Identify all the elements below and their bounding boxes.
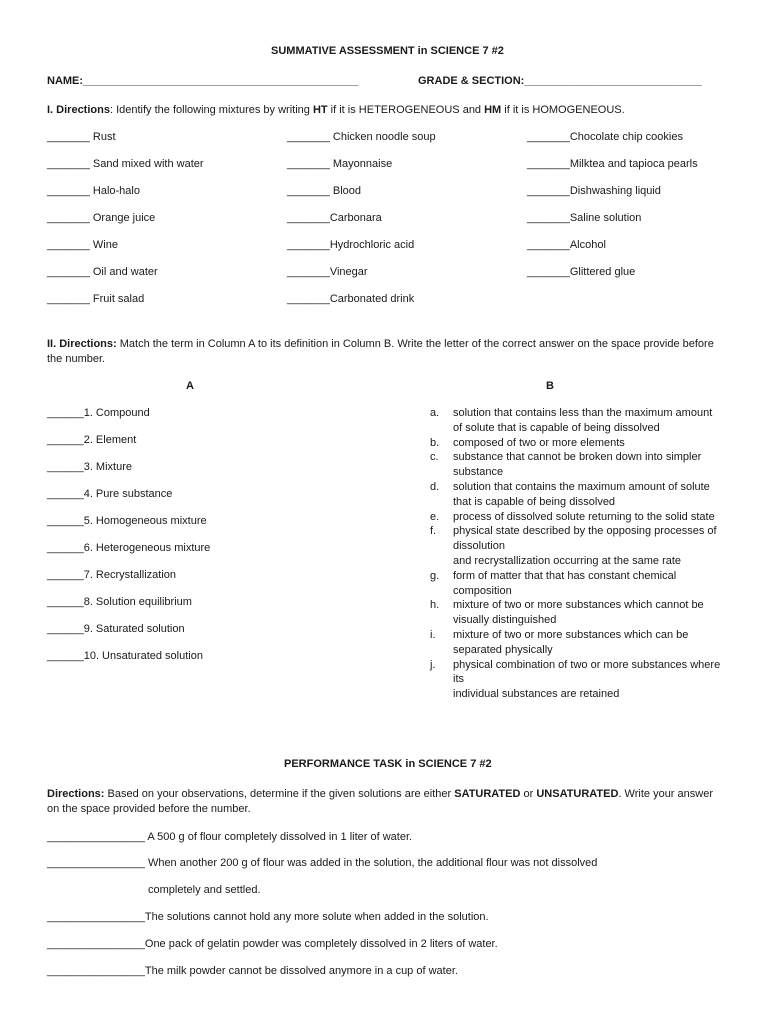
definition-text: substance that cannot be broken down into simpler substance [453,451,702,479]
page-title: SUMMATIVE ASSESSMENT in SCIENCE 7 #2 [271,45,504,57]
definition-text: physical combination of two or more substances where its [453,658,721,686]
definition-text: physical state described by the opposing processes of dissolution [453,525,717,553]
saturated-keyword: SATURATED [454,788,521,800]
mixture-item[interactable]: _______Milktea and tapioca pearls [527,158,698,170]
name-label: NAME: [47,75,84,87]
definition-letter: b. [430,436,440,449]
definition-letter: h. [430,599,440,612]
mixture-item[interactable]: _______Carbonara [287,212,382,224]
grade-section-field[interactable] [418,74,702,88]
definition-text: mixture of two or more substances which cannot be visually distinguished [453,599,704,627]
definition-item [430,658,730,702]
definition-letter: d. [430,480,440,493]
name-blank[interactable]: _____________________________________________ [83,75,359,87]
grade-section-label: GRADE & SECTION: [418,75,525,87]
mixture-item[interactable]: _______ Chicken noodle soup [287,131,436,143]
term-item[interactable]: ______7. Recrystallization [47,569,177,581]
mixture-item[interactable]: _______ Fruit salad [47,293,145,305]
term-item[interactable]: ______1. Compound [47,407,150,419]
definition-letter: g. [430,569,440,582]
mixture-item[interactable]: _______ Oil and water [47,266,158,278]
performance-directions-label: Directions: [47,788,105,800]
name-field[interactable] [47,74,358,88]
definition-item [430,569,730,599]
definition-text: solution that contains the maximum amount of solute [453,480,710,493]
ht-code: HT [312,104,328,116]
mixture-item[interactable]: _______Dishwashing liquid [527,185,661,197]
mixture-item[interactable]: _______ Halo-halo [47,185,140,197]
performance-directions-text-a: Based on your observations, determine if the given solutions are either [104,788,455,800]
part1-directions-label: I. Directions [47,104,110,116]
definition-letter: j. [430,658,436,671]
mixture-item[interactable]: _______Carbonated drink [287,293,415,305]
mixture-item[interactable]: _______ Blood [287,185,362,197]
part1-directions-text-c: if it is HOMOGENEOUS. [501,104,625,116]
definition-item [430,450,730,480]
part2-directions-label: II. Directions: [47,338,117,350]
term-item[interactable]: ______2. Element [47,434,137,446]
performance-item[interactable]: ________________ A 500 g of flour completely dissolved in 1 liter of water. [47,831,413,843]
definition-letter: e. [430,510,440,523]
unsaturated-keyword: UNSATURATED [536,788,619,800]
performance-item-continuation: completely and settled. [148,884,261,896]
mixture-item[interactable]: _______Saline solution [527,212,642,224]
definition-text: of solute that is capable of being dissolved [453,421,660,434]
mixture-item[interactable]: _______ Sand mixed with water [47,158,204,170]
performance-directions [47,787,723,817]
term-item[interactable]: ______4. Pure substance [47,488,173,500]
performance-directions-text-c: . Write your answer on the space provided before the number. [47,788,713,815]
mixture-item[interactable]: _______ Rust [47,131,116,143]
definition-letter: a. [430,407,440,419]
definition-text: that is capable of being dissolved [453,495,616,508]
term-item[interactable]: ______6. Heterogeneous mixture [47,542,211,554]
definition-text: process of dissolved solute returning to the solid state [453,510,715,523]
definition-text: and recrystallization occurring at the same rate [453,554,682,567]
mixture-item[interactable]: _______Glittered glue [527,266,636,278]
term-item[interactable]: ______8. Solution equilibrium [47,596,192,608]
term-item[interactable]: ______3. Mixture [47,461,132,473]
performance-item[interactable]: ________________One pack of gelatin powder was completely dissolved in 2 liters of water. [47,938,498,950]
part2-directions [47,337,723,367]
performance-item[interactable]: ________________The solutions cannot hold any more solute when added in the solution. [47,911,489,923]
column-a-heading: A [186,380,194,392]
part1-directions-text-a: : Identify the following mixtures by writing [109,104,313,116]
mixture-item[interactable]: _______Chocolate chip cookies [527,131,683,143]
part1-directions-text-b: if it is HETEROGENEOUS and [327,104,485,116]
definition-item [430,436,730,451]
definition-text: composed of two or more elements [453,436,625,449]
definition-item [430,406,730,436]
term-item[interactable]: ______10. Unsaturated solution [47,650,203,662]
mixture-item[interactable]: _______ Mayonnaise [287,158,393,170]
definition-letter: i. [430,628,436,641]
part1-directions [47,103,625,117]
hm-code: HM [484,104,502,116]
performance-item[interactable]: ________________The milk powder cannot be dissolved anymore in a cup of water. [47,965,458,977]
performance-item[interactable]: ________________ When another 200 g of flour was added in the solution, the additional flour was not dissolved [47,857,598,869]
part2-directions-text: Match the term in Column A to its definition in Column B. Write the letter of the correct answer on the space provide before the number. [47,338,714,365]
definition-text: form of matter that that has constant chemical composition [453,569,677,597]
definition-letter: c. [430,451,439,464]
definition-item [430,524,730,568]
definition-item [430,480,730,510]
definition-text: mixture of two or more substances which can be separated physically [453,628,689,656]
term-item[interactable]: ______5. Homogeneous mixture [47,515,207,527]
term-item[interactable]: ______9. Saturated solution [47,623,185,635]
mixture-item[interactable]: _______Vinegar [287,266,368,278]
grade-section-blank[interactable]: _____________________________ [524,75,702,87]
definition-text: solution that contains less than the maximum amount [453,407,713,419]
mixture-item[interactable]: _______Alcohol [527,239,606,251]
definition-text: individual substances are retained [453,688,620,701]
definition-letter: f. [430,525,437,538]
performance-task-title: PERFORMANCE TASK in SCIENCE 7 #2 [284,758,492,770]
definitions-list [430,406,730,702]
definition-item [430,598,730,628]
definition-item [430,510,730,525]
mixture-item[interactable]: _______ Orange juice [47,212,156,224]
column-b-heading: B [546,380,554,392]
performance-directions-text-b: or [520,788,537,800]
mixture-item[interactable]: _______Hydrochloric acid [287,239,415,251]
definition-item [430,628,730,658]
mixture-item[interactable]: _______ Wine [47,239,118,251]
